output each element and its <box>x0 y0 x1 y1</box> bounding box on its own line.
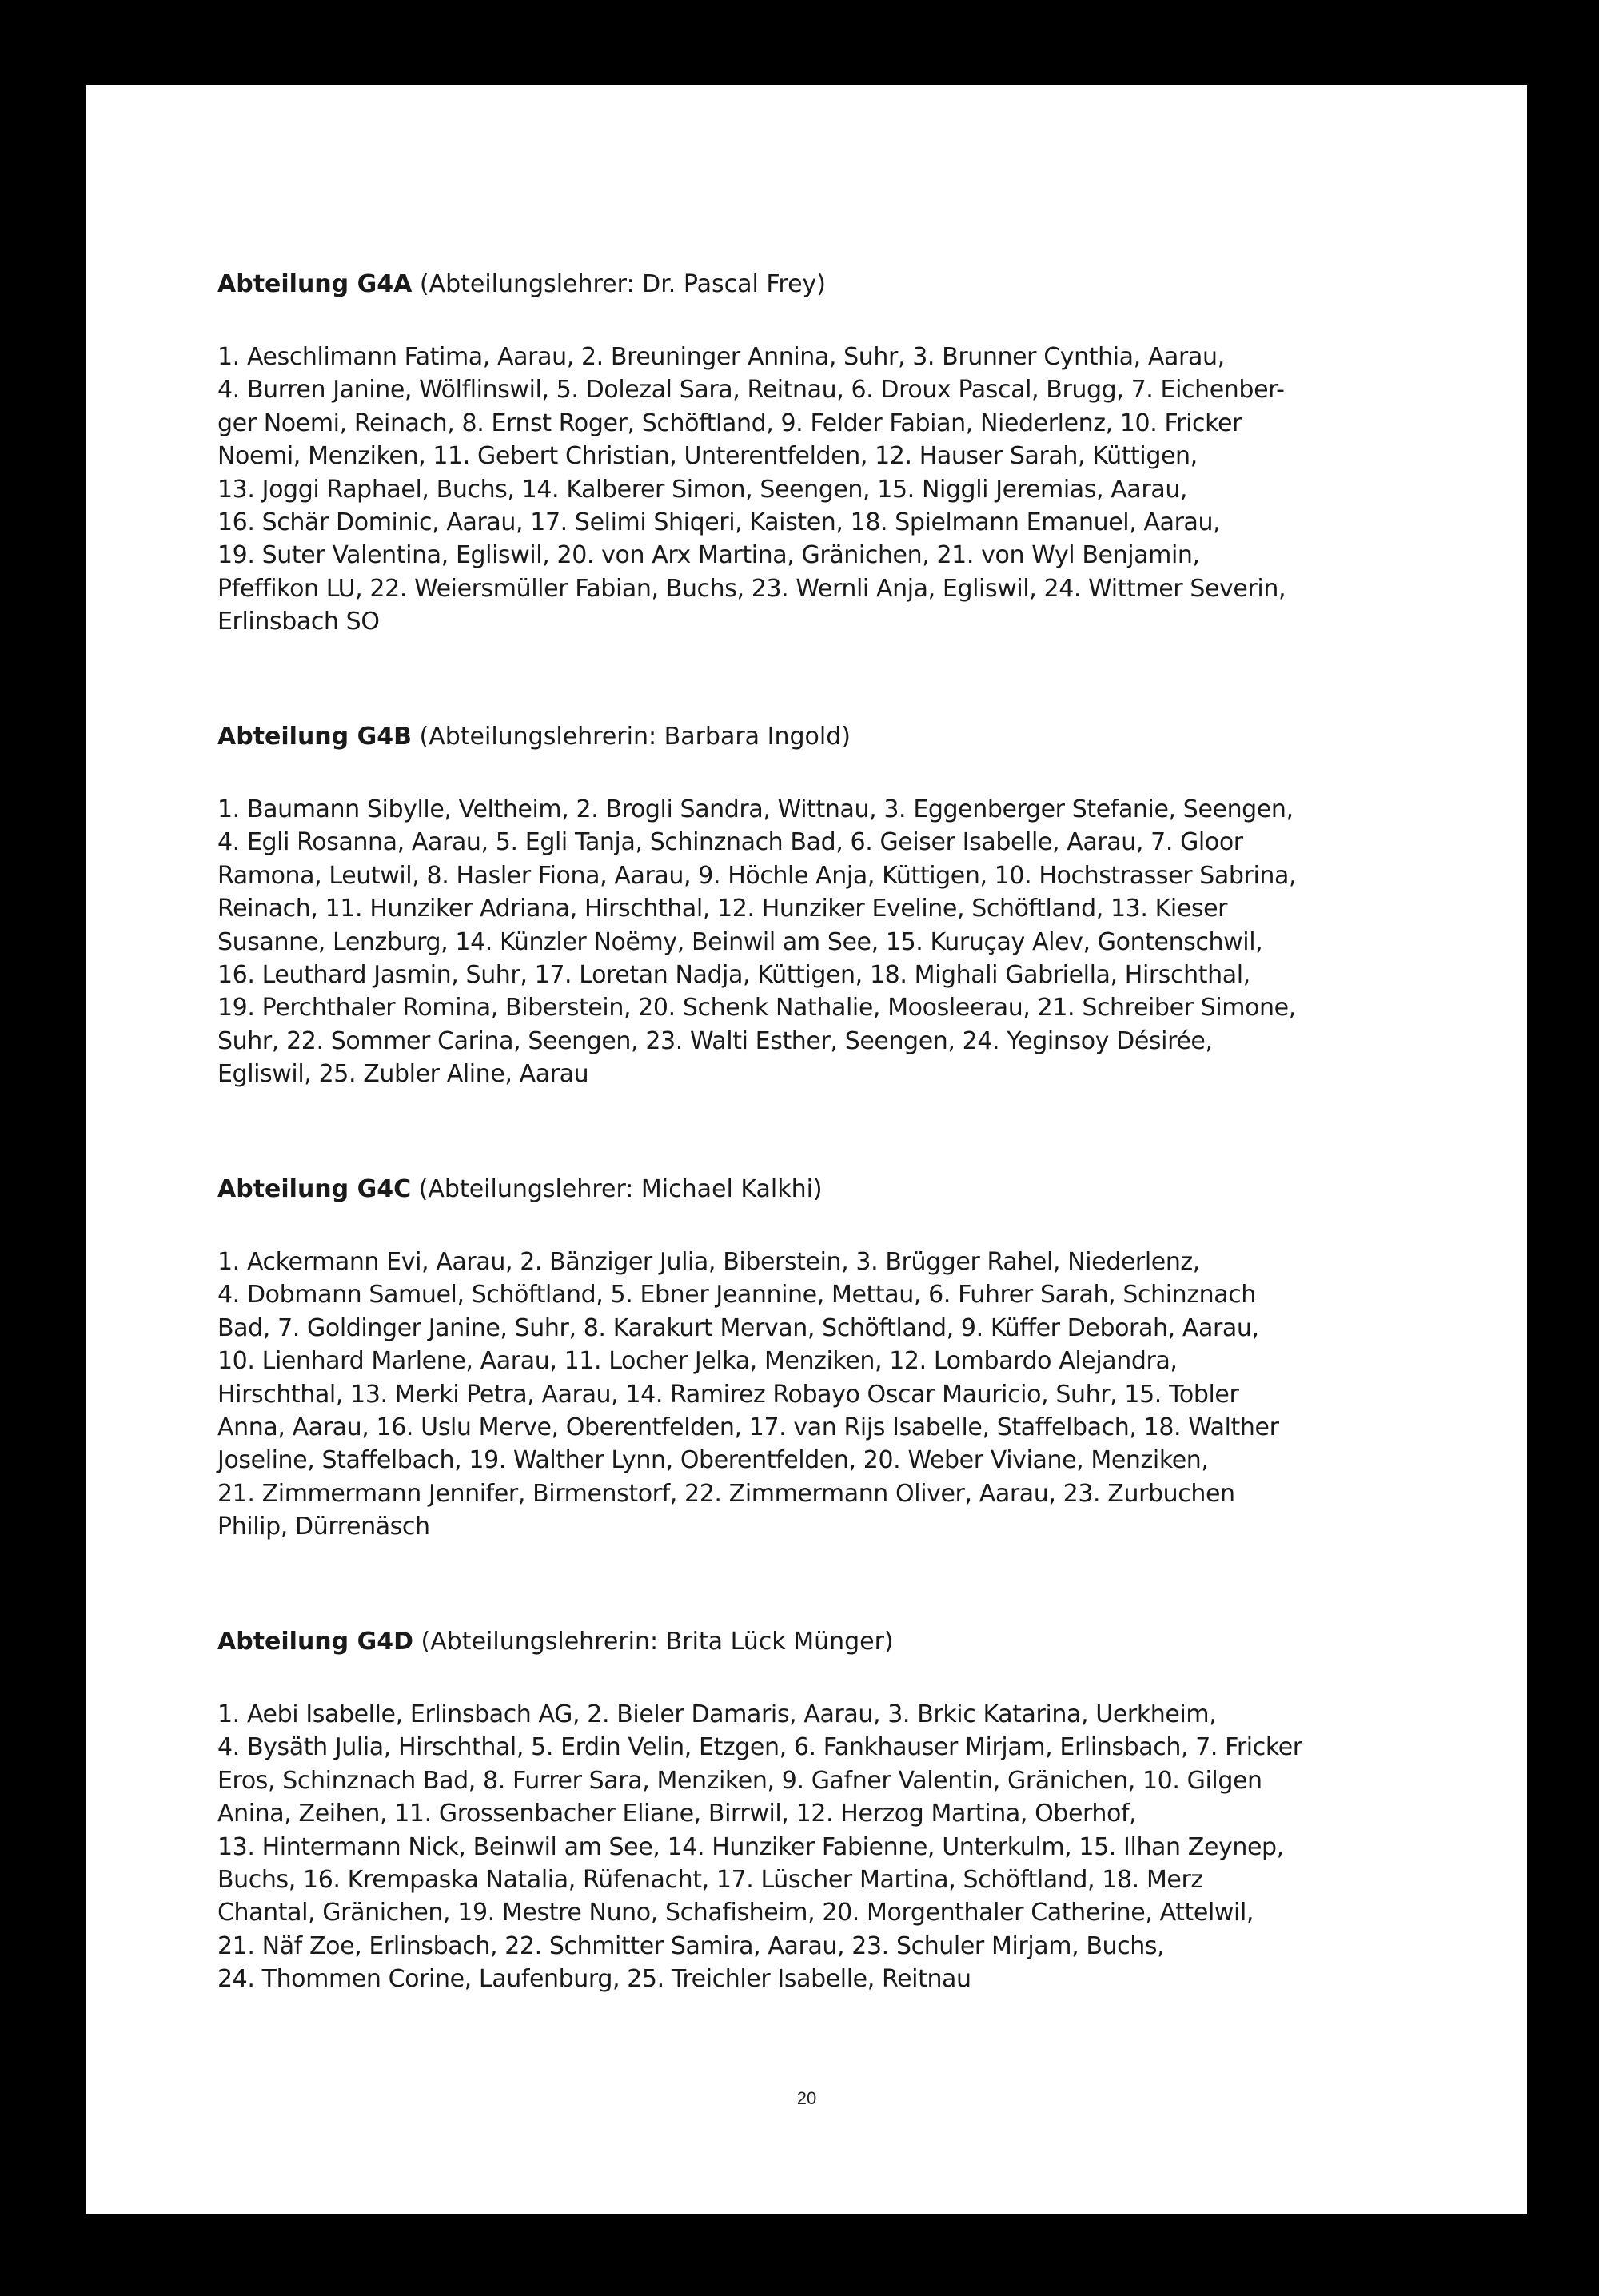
section-heading <box>217 721 1481 753</box>
member-list-line: 16. Leuthard Jasmin, Suhr, 17. Loretan Nadja, Küttigen, 18. Mighali Gabriella, Hirschthal, <box>217 961 1250 990</box>
member-list-line: Chantal, Gränichen, 19. Mestre Nuno, Schafisheim, 20. Morgenthaler Catherine, Attelwil, <box>217 1899 1254 1927</box>
section-g4c <box>217 1174 1481 1544</box>
section-heading <box>217 269 1481 301</box>
member-list-line: 4. Egli Rosanna, Aarau, 5. Egli Tanja, Schinznach Bad, 6. Geiser Isabelle, Aarau, 7. Gloor <box>217 828 1243 857</box>
member-list-line: Anina, Zeihen, 11. Grossenbacher Eliane, Birrwil, 12. Herzog Martina, Oberhof, <box>217 1800 1137 1828</box>
member-list-line: Susanne, Lenzburg, 14. Künzler Noëmy, Beinwil am See, 15. Kuruçay Alev, Gontenschwil, <box>217 927 1263 956</box>
section-heading <box>217 1626 1481 1658</box>
member-list-line: Ramona, Leutwil, 8. Hasler Fiona, Aarau, 9. Höchle Anja, Küttigen, 10. Hochstrasser Sabrina, <box>217 861 1297 890</box>
member-list-line: 13. Joggi Raphael, Buchs, 14. Kalberer Simon, Seengen, 15. Niggli Jeremias, Aarau, <box>217 475 1188 504</box>
section-name: Abteilung G4B <box>217 723 412 751</box>
member-list-line: 4. Dobmann Samuel, Schöftland, 5. Ebner Jeannine, Mettau, 6. Fuhrer Sarah, Schinznach <box>217 1281 1256 1309</box>
member-list-line: Hirschthal, 13. Merki Petra, Aarau, 14. Ramirez Robayo Oscar Mauricio, Suhr, 15. Tobler <box>217 1380 1239 1409</box>
member-list-line: Noemi, Menziken, 11. Gebert Christian, Unterentfelden, 12. Hauser Sarah, Küttigen, <box>217 442 1198 471</box>
member-list-line: Anna, Aarau, 16. Uslu Merve, Oberentfelden, 17. van Rijs Isabelle, Staffelbach, 18. Walther <box>217 1413 1279 1442</box>
member-list-line: Buchs, 16. Krempaska Natalia, Rüfenacht, 17. Lüscher Martina, Schöftland, 18. Merz <box>217 1866 1203 1895</box>
member-list-line: 10. Lienhard Marlene, Aarau, 11. Locher Jelka, Menziken, 12. Lombardo Alejandra, <box>217 1347 1178 1376</box>
member-list <box>217 341 1481 639</box>
member-list-line: Philip, Dürrenäsch <box>217 1513 430 1541</box>
member-list-line: 21. Näf Zoe, Erlinsbach, 22. Schmitter Samira, Aarau, 23. Schuler Mirjam, Buchs, <box>217 1931 1165 1960</box>
section-teacher: (Abteilungslehrer: Dr. Pascal Frey) <box>419 270 827 298</box>
member-list-line: Erlinsbach SO <box>217 608 380 636</box>
member-list-line: 13. Hintermann Nick, Beinwil am See, 14. Hunziker Fabienne, Unterkulm, 15. Ilhan Zeynep, <box>217 1832 1284 1861</box>
member-list-line: Joseline, Staffelbach, 19. Walther Lynn, Oberentfelden, 20. Weber Viviane, Menziken, <box>217 1446 1209 1475</box>
member-list-line: 4. Burren Janine, Wölflinswil, 5. Dolezal Sara, Reitnau, 6. Droux Pascal, Brugg, 7. Eichenber- <box>217 376 1285 405</box>
member-list-line: 1. Baumann Sibylle, Veltheim, 2. Brogli Sandra, Wittnau, 3. Eggenberger Stefanie, Seengen, <box>217 795 1294 823</box>
document-page <box>86 85 1527 2214</box>
section-name: Abteilung G4D <box>217 1628 413 1656</box>
section-teacher: (Abteilungslehrerin: Barbara Ingold) <box>419 723 851 751</box>
member-list-line: 24. Thommen Corine, Laufenburg, 25. Treichler Isabelle, Reitnau <box>217 1965 971 1994</box>
section-g4b <box>217 721 1481 1091</box>
member-list-line: Egliswil, 25. Zubler Aline, Aarau <box>217 1060 589 1089</box>
member-list-line: 21. Zimmermann Jennifer, Birmenstorf, 22. Zimmermann Oliver, Aarau, 23. Zurbuchen <box>217 1479 1235 1508</box>
member-list <box>217 793 1481 1091</box>
section-g4d <box>217 1626 1481 1996</box>
section-teacher: (Abteilungslehrerin: Brita Lück Münger) <box>421 1628 894 1656</box>
member-list-line: Pfeffikon LU, 22. Weiersmüller Fabian, Buchs, 23. Wernli Anja, Egliswil, 24. Wittmer Severin, <box>217 574 1286 603</box>
section-name: Abteilung G4A <box>217 270 413 298</box>
section-heading <box>217 1174 1481 1206</box>
member-list-line: Bad, 7. Goldinger Janine, Suhr, 8. Karakurt Mervan, Schöftland, 9. Küffer Deborah, Aarau, <box>217 1313 1259 1342</box>
member-list-line: 1. Aebi Isabelle, Erlinsbach AG, 2. Bieler Damaris, Aarau, 3. Brkic Katarina, Uerkheim, <box>217 1700 1217 1728</box>
member-list <box>217 1246 1481 1544</box>
member-list-line: 4. Bysäth Julia, Hirschthal, 5. Erdin Velin, Etzgen, 6. Fankhauser Mirjam, Erlinsbach, 7. Fricker <box>217 1733 1302 1762</box>
member-list-line: 1. Aeschlimann Fatima, Aarau, 2. Breuninger Annina, Suhr, 3. Brunner Cynthia, Aarau, <box>217 343 1225 371</box>
member-list-line: 1. Ackermann Evi, Aarau, 2. Bänziger Julia, Biberstein, 3. Brügger Rahel, Niederlenz, <box>217 1248 1200 1276</box>
member-list-line: Reinach, 11. Hunziker Adriana, Hirschthal, 12. Hunziker Eveline, Schöftland, 13. Kieser <box>217 895 1228 923</box>
member-list-line: 19. Perchthaler Romina, Biberstein, 20. Schenk Nathalie, Moosleerau, 21. Schreiber Simone, <box>217 994 1296 1022</box>
member-list-line: ger Noemi, Reinach, 8. Ernst Roger, Schöftland, 9. Felder Fabian, Niederlenz, 10. Fricker <box>217 409 1242 437</box>
section-g4a <box>217 269 1481 639</box>
section-teacher: (Abteilungslehrer: Michael Kalkhi) <box>418 1175 823 1203</box>
member-list-line: 16. Schär Dominic, Aarau, 17. Selimi Shiqeri, Kaisten, 18. Spielmann Emanuel, Aarau, <box>217 508 1221 537</box>
member-list-line: Eros, Schinznach Bad, 8. Furrer Sara, Menziken, 9. Gafner Valentin, Gränichen, 10. Gilgen <box>217 1766 1262 1795</box>
member-list-line: Suhr, 22. Sommer Carina, Seengen, 23. Walti Esther, Seengen, 24. Yeginsoy Désirée, <box>217 1026 1213 1055</box>
page-number: 20 <box>796 2088 817 2108</box>
member-list <box>217 1698 1481 1996</box>
section-name: Abteilung G4C <box>217 1175 412 1203</box>
member-list-line: 19. Suter Valentina, Egliswil, 20. von Arx Martina, Gränichen, 21. von Wyl Benjamin, <box>217 541 1200 570</box>
